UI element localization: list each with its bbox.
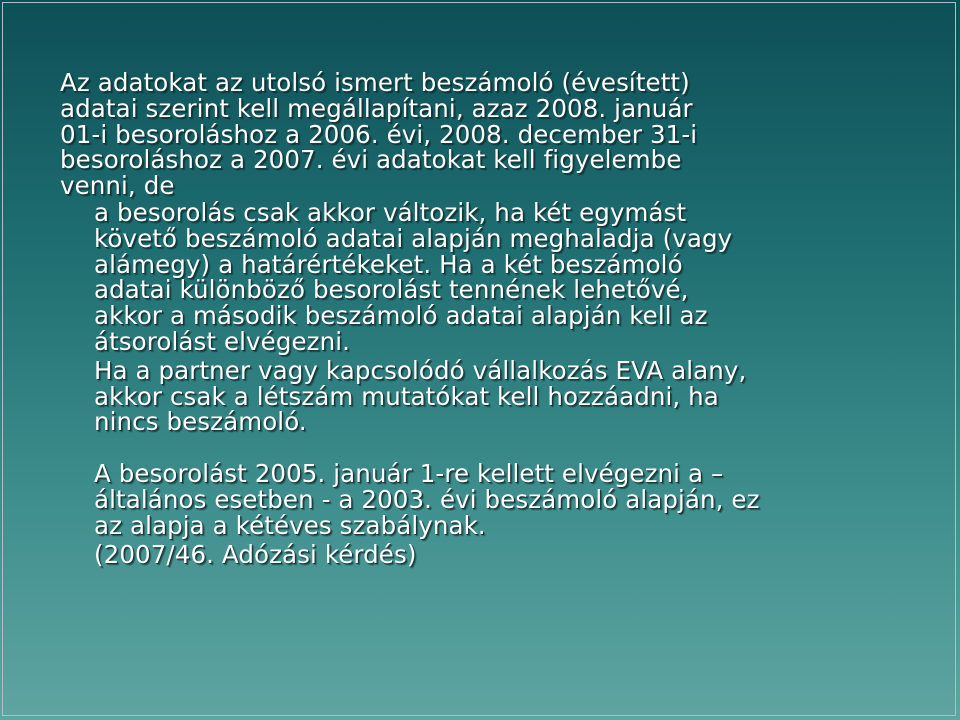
paragraph-eva-partner: Ha a partner vagy kapcsolódó vállalkozás EVA alany, akkor csak a létszám mutatókat kell hozzáadni, ha nincs beszámoló. <box>94 355 747 437</box>
paragraph-2005-classification: A besorolást 2005. január 1-re kellett elvégezni a – általános esetben - a 2003. évi beszámoló alapján, ez az alapja a kétéves szabálynak. <box>94 459 760 540</box>
paragraph-intro: Az adatokat az utolsó ismert beszámoló (évesített) adatai szerint kell megállapítani, azaz 2008. január 01-i besoroláshoz a 2006. évi, 2008. december 31-i besoroláshoz a 2007. évi adatokat kell figyelembe venni, de <box>60 68 698 201</box>
paragraph-classification-change: a besorolás csak akkor változik, ha két egymást követő beszámoló adatai alapján meghaladja (vagy alámegy) a határértékeket. Ha a két beszámoló adatai különböző besorolást tennének lehetővé, akkor a második beszámoló adatai alapján kell az átsorolást elvégezni. <box>94 197 733 356</box>
paragraph-reference: (2007/46. Adózási kérdés) <box>94 539 417 569</box>
slide-body <box>60 70 920 567</box>
